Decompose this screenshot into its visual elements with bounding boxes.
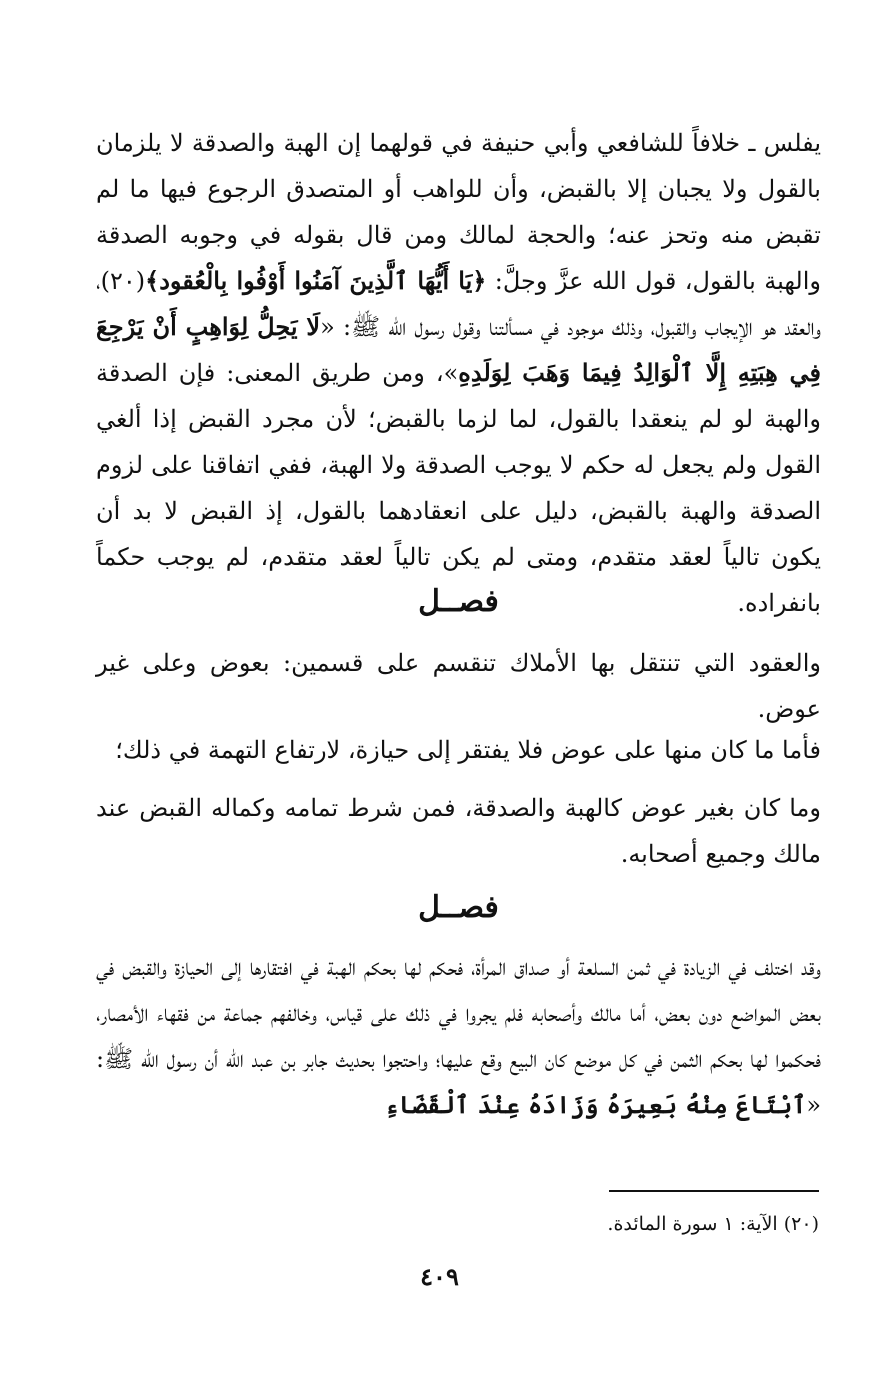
section-heading: فصــل xyxy=(418,584,499,619)
paragraph-contracts-division: والعقود التي تنتقل بها الأملاك تنقسم على قسمين: بعوض وعلى غير عوض. xyxy=(96,649,821,723)
footnote: (٢٠) الآية: ١ سورة المائدة. xyxy=(607,1213,819,1235)
paragraph-text: وقد اختلف في الزيادة في ثمن السلعة أو صداق المرأة، فحكم لها بحكم الهبة في افتقارها إلى الحيازة والقبض في بعض المواضع دون بعض، أما مالك وأصحابه فلم يجروا في ذلك على قياس، وخالفهم جماعة من فقهاء الأمصار، فحكموا لها بحكم الثمن في كل موضع كان البيع وقع عليها؛ واحتجوا بحديث جابر بن عبد الله أن رسول الله ﷺ: « xyxy=(96,953,821,1119)
paragraph-price-increase xyxy=(96,944,821,1128)
hadith-quote: لَا يَحِلُّ لِوَاهِبٍ أَنْ يَرْجِعَ فِي هِبَتِهِ إِلَّا ٱلْوَالِدُ فِيمَا وَهَبَ لِوَلَدِهِ xyxy=(96,312,822,387)
hadith-quote: ٱبْتَاعَ مِنْهُ بَعِيرَهُ وَزَادَهُ عِنْدَ ٱلْقَضَاءِ xyxy=(384,1090,807,1119)
page-number: ٤٠٩ xyxy=(420,1262,459,1291)
quran-verse: ﴿يَا أَيُّهَا ٱلَّذِينَ آمَنُوا أَوْفُوا بِالْعُقود﴾ xyxy=(145,266,487,295)
paragraph-text: »، ومن طريق المعنى: فإن الصدقة والهبة لو لم ينعقدا بالقول، لما لزما بالقبض؛ لأن مجرد القبض إذا ألغي القول ولم يجعل له حكم لا يوجب الصدقة ولا الهبة، ففي اتفاقنا على لزوم الصدقة والهبة بالقبض، دليل على انعقادهما بالقول، إذ القبض لا بد أن يكون تالياً لعقد متقدم، ومتى لم يكن تالياً لعقد متقدم، لم يوجب حكماً بانفراده. xyxy=(96,359,821,617)
section-heading: فصــل xyxy=(418,890,499,925)
paragraph-hiba-ruling xyxy=(96,120,821,626)
footnote-divider xyxy=(609,1190,819,1192)
paragraph-text: (٢٠)، والعقد هو الإيجاب والقبول، وذلك موجود في مسألتنا وقول رسول الله ﷺ: « xyxy=(96,267,821,341)
paragraph-without-compensation: وما كان بغير عوض كالهبة والصدقة، فمن شرط تمامه وكماله القبض عند مالك وجميع أصحابه. xyxy=(96,794,821,868)
paragraph-text: يفلس ـ خلافاً للشافعي وأبي حنيفة في قولهما إن الهبة والصدقة لا يلزمان بالقول ولا يجبان إلا بالقبض، وأن للواهب أو المتصدق الرجوع فيها ما لم تقبض منه وتحز عنه؛ والحجة لمالك ومن قال بقوله في وجوبه الصدقة والهبة بالقول، قول الله عزَّ وجلَّ: xyxy=(96,129,821,295)
paragraph-with-compensation: فأما ما كان منها على عوض فلا يفتقر إلى حيازة، لارتفاع التهمة في ذلك؛ xyxy=(115,736,821,764)
